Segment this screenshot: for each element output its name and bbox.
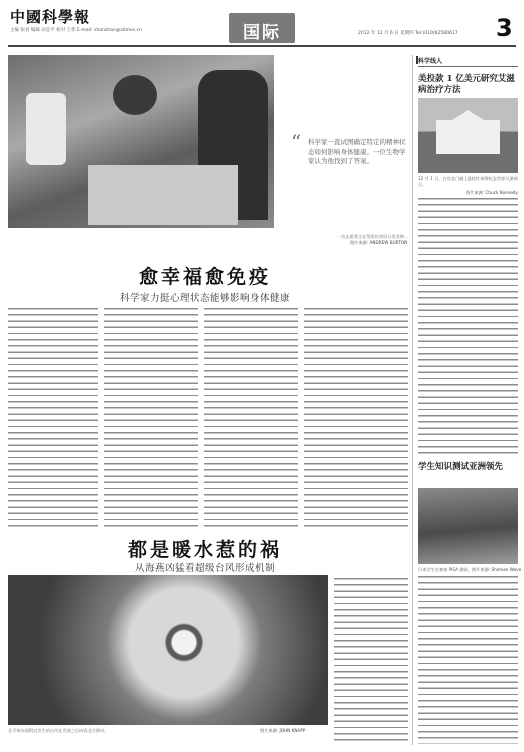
sidebar-label-underline xyxy=(418,66,518,67)
masthead-divider xyxy=(8,45,516,47)
photo-credit: 图片来源: JOHN KNAPP xyxy=(260,728,306,733)
volunteers-photo xyxy=(8,55,274,228)
sidebar-headline: 美投款 1 亿美元研究艾滋病治疗方法 xyxy=(418,74,515,95)
sidebar-headline: 学生知识测试亚洲领先 xyxy=(418,462,504,472)
masthead xyxy=(0,0,524,48)
date-line: 2012 年 12 月 6 日 星期四 Tel:(010)62580617 xyxy=(358,31,458,36)
article-column xyxy=(104,308,198,530)
sidebar-photo-credit: 图片来源: Shimian Wave xyxy=(472,567,522,572)
article-column xyxy=(8,308,98,530)
sidebar-photo-credit: 图片来源: Chuck Kennedy xyxy=(466,190,518,195)
headline: 都是暖水惹的祸 xyxy=(127,539,282,561)
sidebar-article-body xyxy=(418,198,518,454)
section-tab xyxy=(229,13,295,43)
pull-quote: 科学家一直试图确定特定的精神状态如何影响身体健康。一位生物学家认为他找到了答案。 xyxy=(308,138,406,165)
white-house-photo xyxy=(418,98,518,173)
sidebar-label: 科学线人 xyxy=(418,58,443,65)
editor-credits: 主编 张君 编辑 田宜平 校对 王伟 E-mail: shanshan@stimes.cn xyxy=(10,28,142,33)
newspaper-logo: 中國科學報 xyxy=(10,8,91,26)
sidebar-photo-caption: 日本学生在参加 PISA 测试。 xyxy=(418,567,472,572)
section-label: 国际 xyxy=(243,23,281,43)
article-column xyxy=(334,578,408,744)
page-number: 3 xyxy=(496,14,513,42)
sidebar-photo-caption: 12 月 1 日，白宫北门廊上悬挂红丝带纪念世界艾滋病日。 xyxy=(418,176,518,187)
article-column xyxy=(304,308,408,530)
headline: 愈幸福愈免疫 xyxy=(138,266,271,288)
subheadline: 科学家力挺心理状态能够影响身体健康 xyxy=(119,293,290,304)
sidebar-article-body xyxy=(418,576,518,744)
sidebar-divider xyxy=(412,55,413,745)
students-exam-photo xyxy=(418,488,518,564)
photo-caption: 北半球赤道附近发生的台风在发展之后向西北方移动。 xyxy=(8,728,109,733)
photo-credit: 图片来源: ANDREW BURTON xyxy=(350,240,408,245)
subheadline: 从海燕凶猛看超级台风形成机制 xyxy=(134,563,275,574)
typhoon-satellite-photo xyxy=(8,575,328,725)
photo-caption: 一位志愿者正在帮街坊邻居分发食物... xyxy=(337,234,408,239)
article-column xyxy=(204,308,298,530)
quote-mark-icon: “ xyxy=(291,130,302,154)
